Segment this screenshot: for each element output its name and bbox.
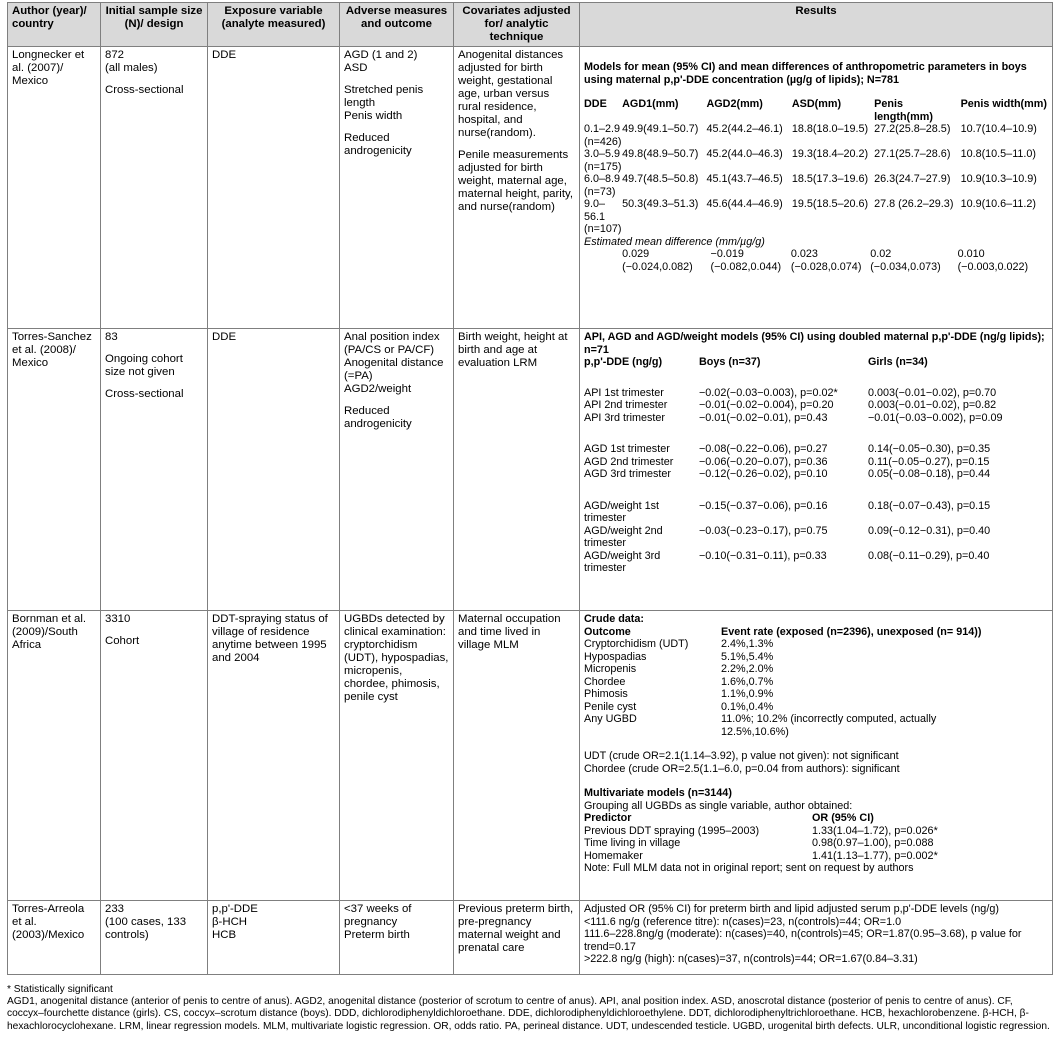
or-value: 0.98(0.97–1.00), p=0.088 <box>812 837 934 849</box>
value: 49.8(48.9–50.7) <box>622 148 699 160</box>
col-dde: DDE <box>584 98 607 110</box>
girls-value: 0.11(−0.05−0.27), p=0.15 <box>868 455 990 468</box>
value: 26.3(24.7–27.9) <box>874 173 951 185</box>
adverse-item: Anal position index (PA/CS or PA/CF) <box>344 331 440 356</box>
rate: 11.0%; 10.2% (incorrectly computed, actually 12.5%,10.6%) <box>721 713 937 738</box>
sub-row <box>584 663 1048 676</box>
sub-header-row <box>584 812 1048 825</box>
sample-note: (100 cases, 133 controls) <box>105 916 187 941</box>
outcome: Penile cyst <box>584 700 637 713</box>
author-cell: Torres-Sanchez et al. (2008)/ Mexico <box>8 329 101 611</box>
value: 27.8 (26.2–29.3) <box>874 198 954 210</box>
sample-cell <box>101 611 208 901</box>
value: 49.9(49.1–50.7) <box>622 123 699 135</box>
sub-row <box>584 123 1048 148</box>
value: 19.5(18.5–20.6) <box>791 198 869 210</box>
multivariate-table <box>584 812 1048 862</box>
sample-cell <box>101 901 208 975</box>
boys-value: −0.03(−0.23−0.17), p=0.75 <box>699 524 828 537</box>
sample-cell <box>101 47 208 329</box>
col-predictor: Predictor <box>584 812 632 824</box>
boys-value: −0.06(−0.20−0.07), p=0.36 <box>699 455 828 468</box>
sample-cell <box>101 329 208 611</box>
sub-row <box>584 676 1048 689</box>
sub-row <box>584 550 1048 575</box>
estimated-difference-label: Estimated mean difference (mm/µg/g) <box>584 235 765 248</box>
exposure-cell <box>208 901 340 975</box>
multivariate-title: Multivariate models (n=3144) <box>584 787 732 799</box>
col-event-rate: Event rate (exposed (n=2396), unexposed (n= 914)) <box>721 625 982 638</box>
results-cell <box>580 611 1053 901</box>
covariates-cell: Maternal occupation and time lived in village MLM <box>454 611 580 901</box>
value: 45.1(43.7–46.5) <box>706 173 783 185</box>
header-adverse: Adverse measures and outcome <box>340 3 454 47</box>
row-label: AGD 2nd trimester <box>584 455 674 468</box>
value: 10.8(10.5–11.0) <box>960 148 1036 160</box>
boys-value: −0.01(−0.02−0.004), p=0.20 <box>699 399 834 411</box>
sample-size: 872 <box>105 49 125 61</box>
row-label: AGD/weight 1st trimester <box>584 499 660 524</box>
sub-row <box>584 148 1048 173</box>
est-value: 0.029 (−0.024,0.082) <box>622 248 693 273</box>
girls-value: 0.003(−0.01−0.02), p=0.82 <box>868 399 997 411</box>
author-cell: Torres-Arreola et al. (2003)/Mexico <box>8 901 101 975</box>
adverse-item: Stretched penis length <box>344 84 424 109</box>
sub-header-row <box>584 626 1048 639</box>
rate: 1.6%,0.7% <box>721 675 774 688</box>
result-line: >222.8 ng/g (high): n(cases)=37, n(controls)=44; OR=1.67(0.84–3.31) <box>584 953 918 965</box>
girls-value: 0.003(−0.01−0.02), p=0.70 <box>868 386 997 399</box>
row-label: AGD/weight 3rd trimester <box>584 549 661 574</box>
results-table <box>7 2 1053 975</box>
boys-value: −0.02(−0.03−0.003), p=0.02* <box>699 386 838 399</box>
significance-note: * Statistically significant <box>7 984 113 995</box>
crude-table <box>584 626 1048 739</box>
design: Cohort <box>105 635 140 647</box>
sample-size: 233 <box>105 903 125 915</box>
girls-value: 0.14(−0.05−0.30), p=0.35 <box>868 443 991 455</box>
grouping-note: Grouping all UGBDs as single variable, author obtained: <box>584 799 853 812</box>
adverse-cell: UGBDs detected by clinical examination: cryptorchidism (UDT), hypospadias, micropenis, chordee, phimosis, penile cyst <box>340 611 454 901</box>
outcome: Chordee <box>584 675 626 688</box>
sample-note: (all males) <box>105 62 158 74</box>
result-line: Adjusted OR (95% CI) for preterm birth and lipid adjusted serum p,p'-DDE levels (ng/g) <box>584 903 999 915</box>
header-row <box>8 3 1053 47</box>
row-label: AGD 3rd trimester <box>584 468 671 480</box>
adverse-item: AGD (1 and 2) <box>344 49 418 61</box>
value: 10.9(10.6–11.2) <box>960 198 1036 210</box>
value: 10.9(10.3–10.9) <box>960 173 1037 185</box>
exposure-cell: DDE <box>208 329 340 611</box>
sub-row <box>584 248 1048 273</box>
result-line: <111.6 ng/g (reference titre): n(cases)=23, n(controls)=44; OR=1.0 <box>584 915 902 928</box>
header-sample: Initial sample size (N)/ design <box>101 3 208 47</box>
crude-title: Crude data: <box>584 613 644 625</box>
adverse-item: Reduced androgenicity <box>344 405 412 430</box>
exposure-cell: DDE <box>208 47 340 329</box>
sub-row <box>584 688 1048 701</box>
adverse-cell <box>340 329 454 611</box>
row-label: API 3rd trimester <box>584 411 665 424</box>
value: 45.6(44.4–46.9) <box>706 198 783 210</box>
covariates-cell: Previous preterm birth, pre-pregnancy maternal weight and prenatal care <box>454 901 580 975</box>
boys-value: −0.15(−0.37−0.06), p=0.16 <box>699 499 828 512</box>
outcome: Any UGBD <box>584 713 637 725</box>
girls-value: −0.01(−0.03−0.002), p=0.09 <box>868 411 1003 424</box>
adverse-item: Preterm birth <box>344 929 410 941</box>
author-cell: Bornman et al. (2009)/South Africa <box>8 611 101 901</box>
value: 27.2(25.8–28.5) <box>874 123 951 135</box>
col-or: OR (95% CI) <box>812 812 874 824</box>
api-agd-table <box>584 356 1048 575</box>
value: 18.5(17.3–19.6) <box>791 173 869 185</box>
results-title: Models for mean (95% CI) and mean differences of anthropometric parameters in boys using maternal p,p'-DDE concentration (µg/g of lipids); N=781 <box>584 61 1027 86</box>
sub-row <box>584 701 1048 714</box>
adverse-item: ASD <box>344 62 368 74</box>
covariates-text: Penile measurements adjusted for birth weight, maternal age, maternal height, parity, and nurse(random) <box>458 149 574 213</box>
exposure-cell: DDT-spraying status of village of residence anytime between 1995 and 2004 <box>208 611 340 901</box>
rate: 1.1%,0.9% <box>721 688 774 700</box>
value: 27.1(25.7–28.6) <box>874 148 951 160</box>
sub-row <box>584 713 1048 738</box>
value: 19.3(18.4–20.2) <box>791 148 869 160</box>
sub-row <box>584 456 1048 469</box>
adverse-item: Penis width <box>344 110 403 122</box>
sub-row <box>584 198 1048 236</box>
col-girls: Girls (n=34) <box>868 356 928 368</box>
exposure-item: p,p'-DDE <box>212 903 258 915</box>
sub-row <box>584 850 1048 863</box>
col-dde: p,p'-DDE (ng/g) <box>584 356 663 368</box>
sub-row <box>584 500 1048 525</box>
header-exposure: Exposure variable (analyte measured) <box>208 3 340 47</box>
girls-value: 0.05(−0.08−0.18), p=0.44 <box>868 468 991 480</box>
sample-size: 3310 <box>105 613 131 625</box>
outcome: Cryptorchidism (UDT) <box>584 638 689 650</box>
sub-row <box>584 412 1048 444</box>
boys-value: −0.08(−0.22−0.06), p=0.27 <box>699 443 828 455</box>
dde-range: 6.0–8.9 (n=73) <box>584 173 621 198</box>
table-row <box>8 47 1053 329</box>
sub-row <box>584 837 1048 850</box>
col-penis-width: Penis width(mm) <box>960 98 1047 110</box>
rate: 2.4%,1.3% <box>721 638 774 650</box>
girls-value: 0.18(−0.07−0.43), p=0.15 <box>868 499 991 512</box>
sub-row <box>584 825 1048 838</box>
sub-row <box>584 651 1048 664</box>
outcome: Micropenis <box>584 663 637 675</box>
row-label: API 2nd trimester <box>584 399 668 411</box>
adverse-item: Reduced androgenicity <box>344 132 412 157</box>
sub-row <box>584 468 1048 500</box>
value: 49.7(48.5–50.8) <box>622 173 699 185</box>
sub-row <box>584 387 1048 400</box>
anthropometric-table <box>584 98 1048 236</box>
value: 18.8(18.0–19.5) <box>791 123 869 135</box>
row-label: AGD/weight 2nd trimester <box>584 524 663 549</box>
adverse-cell <box>340 901 454 975</box>
col-asd: ASD(mm) <box>791 98 842 110</box>
result-line: 111.6–228.8ng/g (moderate): n(cases)=40, n(controls)=45; OR=1.87(0.95–3.68), p value for trend=0.17 <box>584 928 1022 953</box>
predictor: Homemaker <box>584 849 643 862</box>
est-value: 0.02 (−0.034,0.073) <box>870 248 941 273</box>
est-value: −0.019 (−0.082,0.044) <box>710 248 782 273</box>
sub-row <box>584 399 1048 412</box>
row-label: API 1st trimester <box>584 386 664 399</box>
outcome: Hypospadias <box>584 650 647 663</box>
results-cell <box>580 901 1053 975</box>
adverse-item: AGD2/weight <box>344 383 412 395</box>
value: 10.7(10.4–10.9) <box>960 123 1037 135</box>
sub-header-row <box>584 356 1048 387</box>
or-value: 1.41(1.13–1.77), p=0.002* <box>812 849 938 862</box>
udt-note: UDT (crude OR=2.1(1.14–3.92), p value not given): not significant <box>584 750 899 762</box>
col-agd1: AGD1(mm) <box>622 98 679 110</box>
design: Cross-sectional <box>105 84 184 96</box>
rate: 2.2%,2.0% <box>721 663 774 675</box>
adverse-item: <37 weeks of pregnancy <box>344 903 412 928</box>
sub-row <box>584 525 1048 550</box>
footnotes <box>7 984 1052 1033</box>
dde-range: 0.1–2.9 (n=426) <box>584 123 622 148</box>
dde-range: 3.0–5.9 (n=175) <box>584 148 622 173</box>
header-covariates: Covariates adjusted for/ analytic technique <box>454 3 580 47</box>
covariates-cell <box>454 47 580 329</box>
abbreviations-note: AGD1, anogenital distance (anterior of penis to centre of anus). AGD2, anogenital distance (posterior of scrotum to centre of anus). API, anal position index. ASD, anoscrotal distance (posterior of penis to centre of anus). CF, coccyx–fourchette distance (girls). CS, coccyx–scrotum distance (boys). DDD, dichlorodiphenyldichloroethane. DDE, dichlorodiphenyldichloroethylene. DDT, dichlorodiphenyltrichloroethane. HCB, hexachlorobenzene. β-HCH, β-hexachlorocyclohexane. LRM, linear regression models. MLM, multivariate logistic regression. OR, odds ratio. PA, perineal distance. UDT, undescended testicle. UGBD, urogenital birth defects. ULR, unconditional logistic regression. <box>7 996 1050 1032</box>
boys-value: −0.01(−0.02−0.01), p=0.43 <box>699 411 828 424</box>
table-row <box>8 329 1053 611</box>
adverse-cell <box>340 47 454 329</box>
results-title: API, AGD and AGD/weight models (95% CI) using doubled maternal p,p'-DDE (ng/g lipids); n=71 <box>584 331 1045 356</box>
girls-value: 0.08(−0.11−0.29), p=0.40 <box>868 549 990 562</box>
exposure-item: β-HCH <box>212 916 248 928</box>
row-label: AGD 1st trimester <box>584 443 670 455</box>
value: 50.3(49.3–51.3) <box>622 198 699 210</box>
design: Cross-sectional <box>105 388 184 400</box>
results-cell <box>580 329 1053 611</box>
adverse-item: Anogenital distance (=PA) <box>344 357 444 382</box>
exposure-item: HCB <box>212 929 237 941</box>
girls-value: 0.09(−0.12−0.31), p=0.40 <box>868 524 991 537</box>
table-row <box>8 901 1053 975</box>
author-cell: Longnecker et al. (2007)/ Mexico <box>8 47 101 329</box>
sub-row <box>584 443 1048 456</box>
header-author: Author (year)/ country <box>8 3 101 47</box>
table-row <box>8 611 1053 901</box>
col-agd2: AGD2(mm) <box>706 98 763 110</box>
rate: 5.1%,5.4% <box>721 650 774 663</box>
predictor: Previous DDT spraying (1995–2003) <box>584 824 760 837</box>
covariates-cell: Birth weight, height at birth and age at evaluation LRM <box>454 329 580 611</box>
predictor: Time living in village <box>584 837 681 849</box>
header-results: Results <box>580 3 1053 47</box>
chordee-note: Chordee (crude OR=2.5(1.1–6.0, p=0.04 from authors): significant <box>584 762 900 775</box>
col-penis-length: Penis length(mm) <box>874 98 933 123</box>
value: 45.2(44.0–46.3) <box>706 148 783 160</box>
sub-row <box>584 173 1048 198</box>
sub-header-row <box>584 98 1048 123</box>
covariates-text: Anogenital distances adjusted for birth weight, gestational age, urban versus rural residence, hospital, and nurse(random). <box>458 49 564 139</box>
boys-value: −0.12(−0.26−0.02), p=0.10 <box>699 468 828 480</box>
sample-size: 83 <box>105 331 118 343</box>
rate: 0.1%,0.4% <box>721 700 774 713</box>
sub-row <box>584 638 1048 651</box>
estimated-difference-table <box>584 248 1048 273</box>
or-value: 1.33(1.04–1.72), p=0.026* <box>812 824 938 837</box>
results-cell <box>580 47 1053 329</box>
boys-value: −0.10(−0.31−0.11), p=0.33 <box>699 549 827 562</box>
col-boys: Boys (n=37) <box>699 356 761 368</box>
outcome: Phimosis <box>584 688 628 700</box>
col-outcome: Outcome <box>584 625 631 638</box>
dde-range: 9.0–56.1 (n=107) <box>584 198 622 235</box>
final-note: Note: Full MLM data not in original report; sent on request by authors <box>584 862 914 874</box>
sample-note: Ongoing cohort size not given <box>105 353 183 378</box>
est-value: 0.023 (−0.028,0.074) <box>790 248 862 273</box>
value: 45.2(44.2–46.1) <box>706 123 783 135</box>
est-value: 0.010 (−0.003,0.022) <box>957 248 1029 273</box>
